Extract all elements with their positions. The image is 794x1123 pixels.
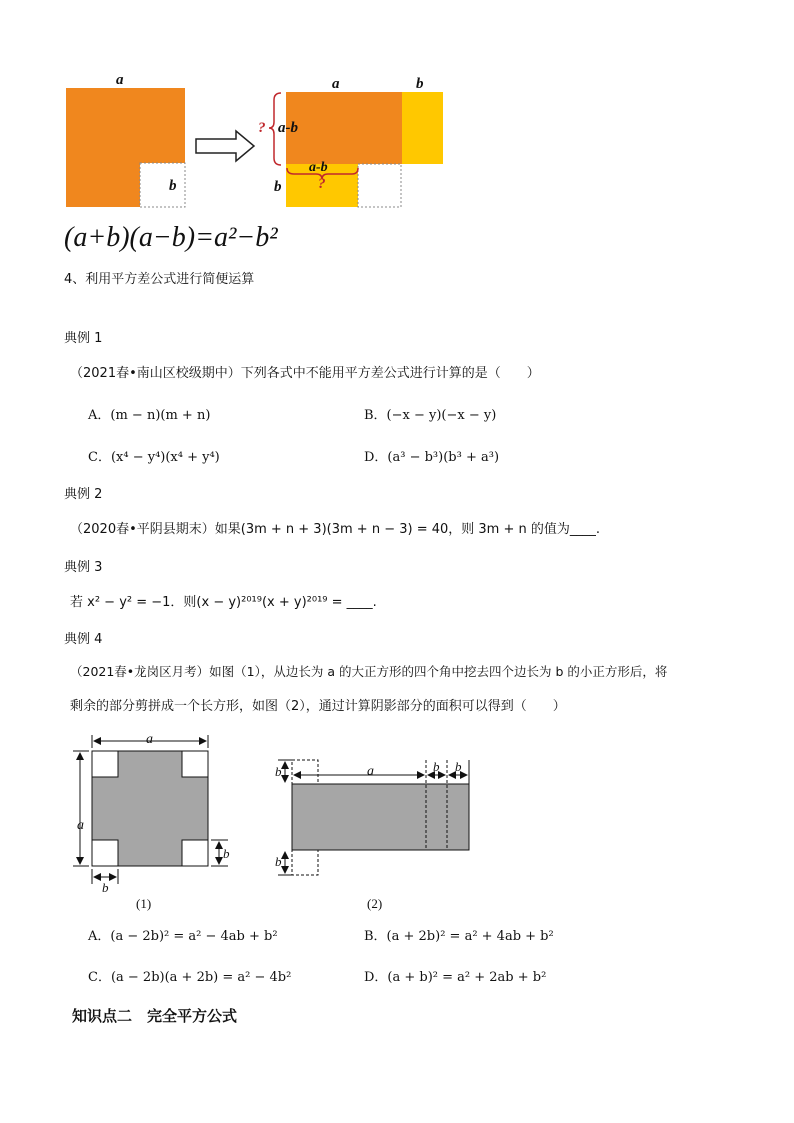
label-b-left: b: [169, 178, 177, 194]
fig2-label-a: a: [367, 764, 374, 779]
corner-square-tr: [182, 751, 208, 777]
fig2-label-b2: b: [455, 759, 462, 774]
label-a-right: a: [332, 76, 340, 92]
fig1-caption: (1): [136, 896, 152, 911]
dashed-square-bottom: [292, 850, 318, 875]
example-1-option-b: B．(−x − y)(−x − y): [364, 408, 497, 423]
example-3-title: 典例 3: [64, 560, 103, 575]
example-4-option-b: B．(a + 2b)² = a² + 4ab + b²: [364, 929, 554, 944]
label-a-minus-b-bottom: a-b: [309, 160, 328, 175]
fig2-label-b-top: b: [275, 764, 282, 779]
removed-square: [140, 163, 185, 207]
empty-corner-square: [358, 164, 401, 207]
example-1-option-d: D．(a³ − b³)(b³ + a³): [364, 450, 500, 465]
example-4-title: 典例 4: [64, 632, 103, 647]
orange-rectangle: [286, 92, 402, 164]
arrow-right-icon: [196, 131, 254, 161]
example-1-option-a: A．(m − n)(m + n): [88, 408, 211, 423]
example-1-option-c: C．(x⁴ − y⁴)(x⁴ + y⁴): [88, 450, 220, 465]
corner-square-tl: [92, 751, 118, 777]
fig1-label-b-bottom: b: [102, 880, 109, 895]
difference-of-squares-figure: [0, 0, 794, 215]
figure-1-cut-square: [0, 728, 260, 918]
example-4-option-d: D．(a + b)² = a² + 2ab + b²: [364, 970, 547, 985]
corner-square-br: [182, 840, 208, 866]
label-b-right-top: b: [416, 76, 424, 92]
formula-difference-of-squares: (a+b)(a−b)=a²−b²: [64, 222, 278, 253]
corner-square-bl: [92, 840, 118, 866]
label-b-right-bottom: b: [274, 179, 282, 195]
section-heading-perfect-square: 知识点二 完全平方公式: [72, 1007, 238, 1025]
fig2-label-b-bottom: b: [275, 854, 282, 869]
fig1-label-a-top: a: [146, 732, 153, 747]
example-1-title: 典例 1: [64, 331, 103, 346]
example-4-line-2: 剩余的部分剪拼成一个长方形，如图（2），通过计算阴影部分的面积可以得到（ ）: [70, 699, 566, 714]
example-1-question: （2021春•南山区校级期中）下列各式中不能用平方差公式进行计算的是（ ）: [70, 366, 540, 381]
dashed-square-top: [292, 760, 318, 784]
label-question-bottom: ?: [318, 176, 326, 192]
orange-l-shape: [66, 88, 185, 207]
example-4-option-a: A．(a − 2b)² = a² − 4ab + b²: [88, 929, 278, 944]
example-4-option-c: C．(a − 2b)(a + 2b) = a² − 4b²: [88, 970, 292, 985]
example-2-title: 典例 2: [64, 487, 103, 502]
example-4-line-1: （2021春•龙岗区月考）如图（1），从边长为 a 的大正方形的四个角中挖去四个边长为 b 的小正方形后，将: [70, 664, 668, 679]
gray-rectangle: [292, 784, 469, 850]
yellow-rectangle-right: [402, 92, 443, 164]
label-question-side: ?: [258, 120, 266, 136]
example-2-question: （2020春•平阴县期末）如果(3m + n + 3)(3m + n − 3) = 40，则 3m + n 的值为____.: [70, 522, 600, 537]
example-3-question: 若 x² − y² = −1．则(x − y)²⁰¹⁹(x + y)²⁰¹⁹ = ____.: [70, 595, 377, 610]
fig1-label-a-left: a: [77, 818, 84, 833]
fig2-caption: (2): [367, 896, 383, 911]
section-4-title: 4、利用平方差公式进行简便运算: [64, 272, 255, 287]
fig1-label-b-right: b: [223, 846, 230, 861]
fig2-label-b1: b: [433, 759, 440, 774]
label-a-minus-b-side: a-b: [278, 120, 298, 136]
label-a-left: a: [116, 72, 124, 88]
